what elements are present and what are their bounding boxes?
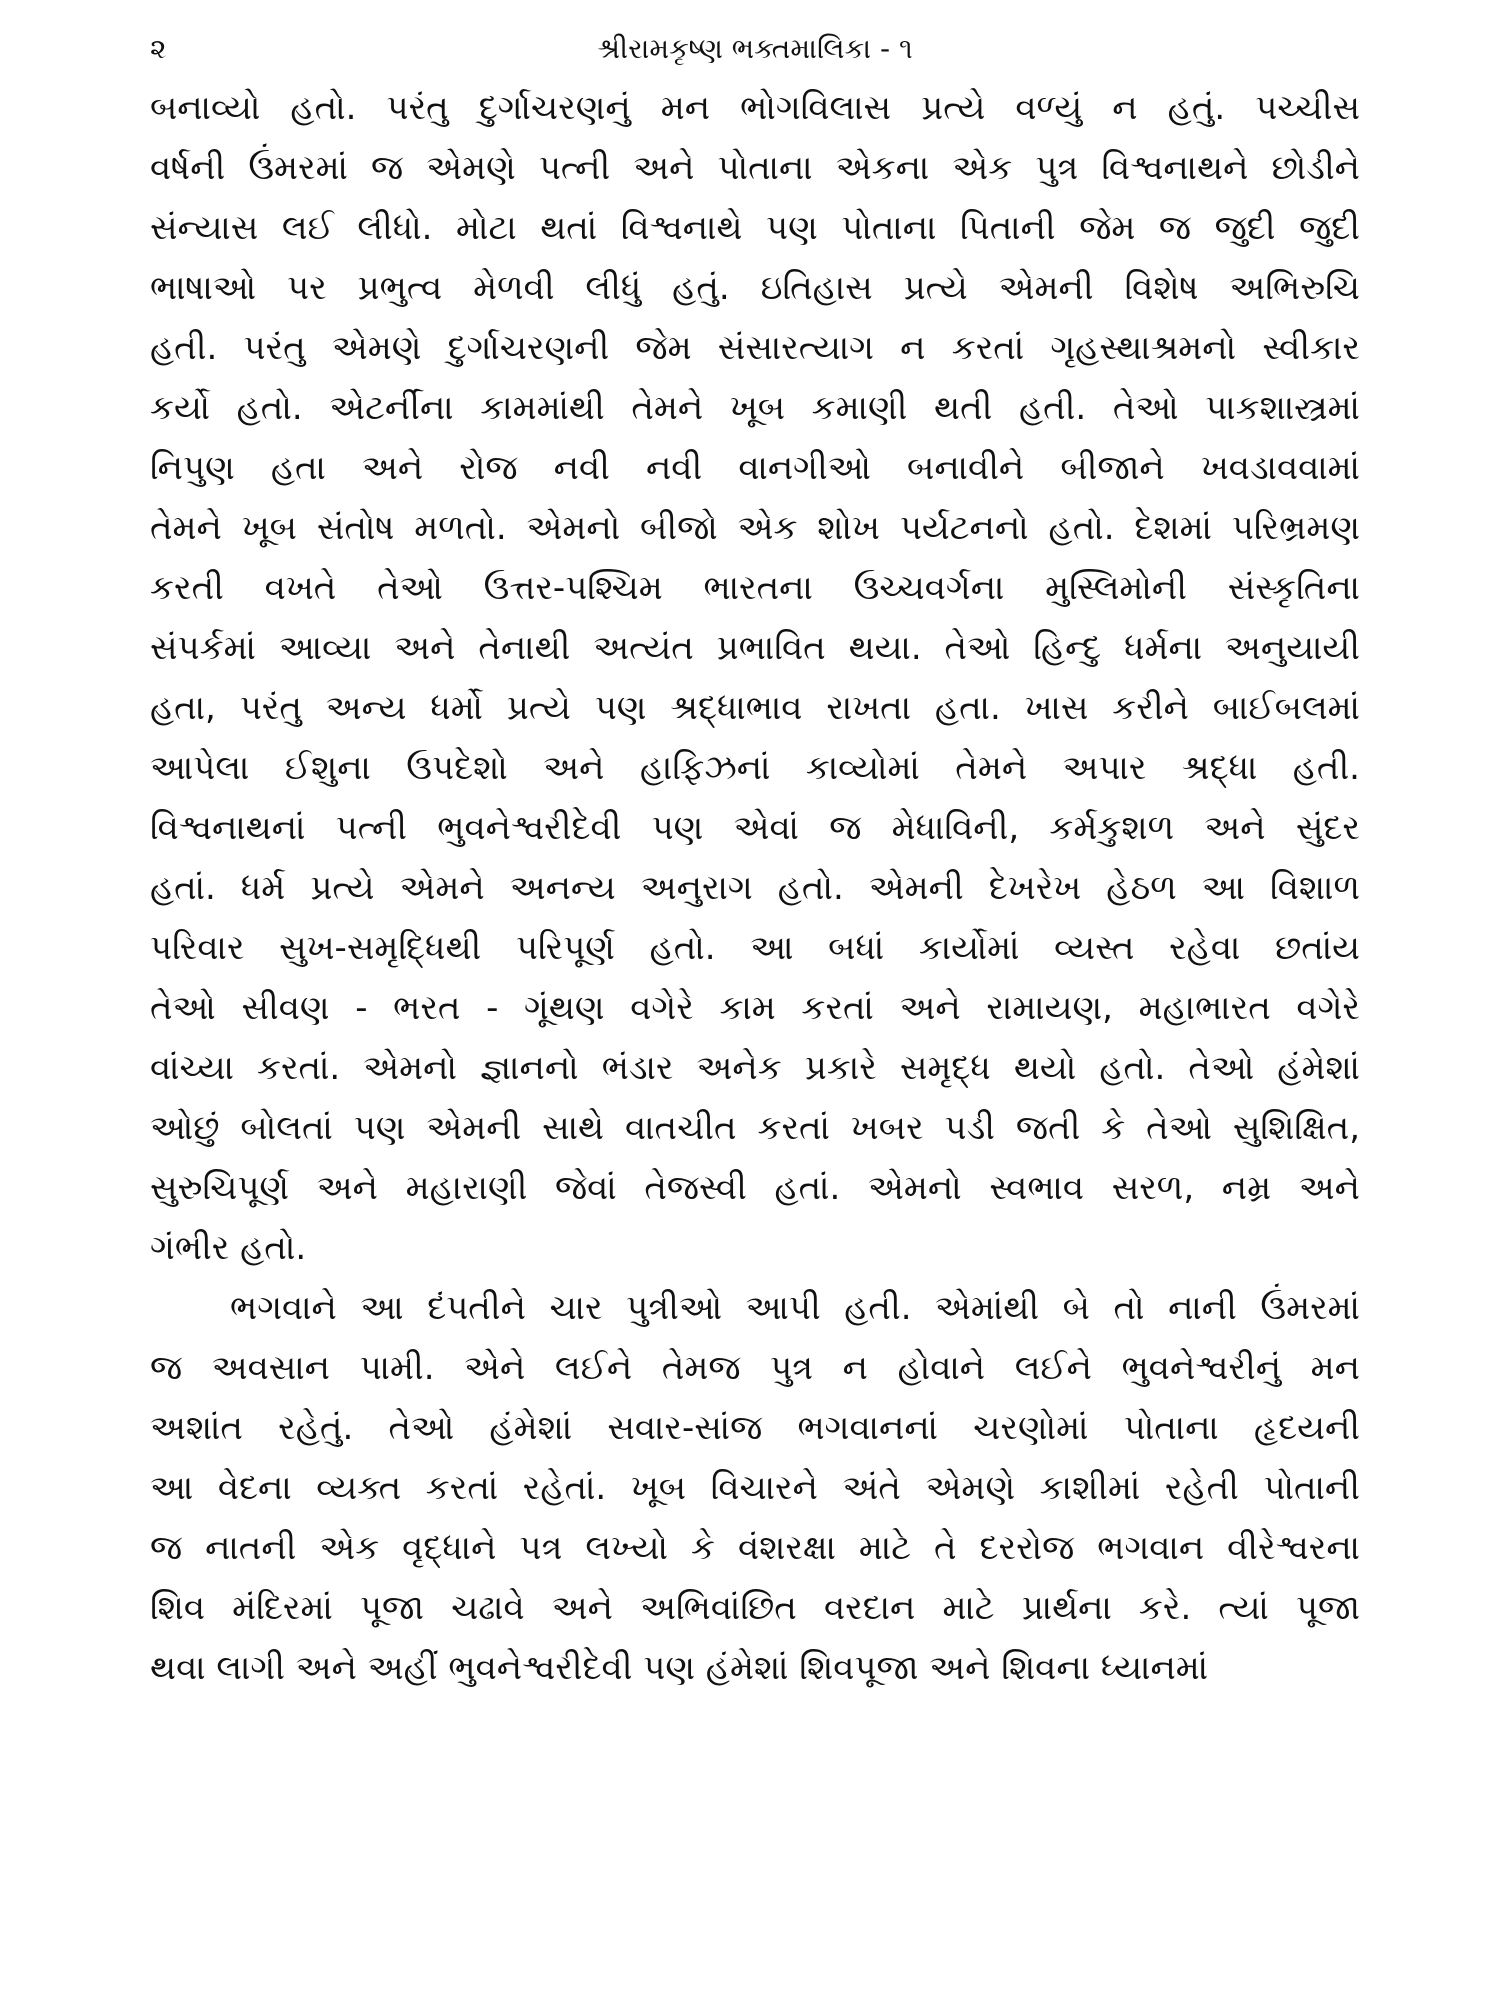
text-line: સંપર્કમાં આવ્યા અને તેનાથી અત્યંત પ્રભાવિત થયા. તેઓ હિન્દુ ધર્મના અનુયાયી xyxy=(150,628,1360,668)
text-line: વિશ્વનાથનાં પત્ની ભુવનેશ્વરીદેવી પણ એવાં જ મેધાવિની, કર્મકુશળ અને સુંદર xyxy=(150,808,1360,848)
text-line: ભાષાઓ પર પ્રભુત્વ મેળવી લીધું હતું. ઇતિહાસ પ્રત્યે એમની વિશેષ અભિરુચિ xyxy=(150,268,1360,308)
body-text xyxy=(150,78,1360,1698)
paragraph xyxy=(150,1278,1360,1698)
text-line: અશાંત રહેતું. તેઓ હંમેશાં સવાર-સાંજ ભગવાનનાં ચરણોમાં પોતાના હૃદયની xyxy=(150,1408,1360,1448)
text-line: તેમને ખૂબ સંતોષ મળતો. એમનો બીજો એક શોખ પર્યટનનો હતો. દેશમાં પરિભ્રમણ xyxy=(150,508,1360,548)
text-line: આ વેદના વ્યક્ત કરતાં રહેતાં. ખૂબ વિચારને અંતે એમણે કાશીમાં રહેતી પોતાની xyxy=(150,1468,1360,1508)
text-line: ઓછું બોલતાં પણ એમની સાથે વાતચીત કરતાં ખબર પડી જતી કે તેઓ સુશિક્ષિત, xyxy=(150,1108,1360,1148)
book-title: શ્રીરામકૃષ્ણ ભક્તમાલિકા - ૧ xyxy=(597,32,913,65)
text-line: બનાવ્યો હતો. પરંતુ દુર્ગાચરણનું મન ભોગવિલાસ પ્રત્યે વળ્યું ન હતું. પચ્ચીસ xyxy=(150,88,1360,128)
page-number: ૨ xyxy=(150,32,167,65)
text-line: હતી. પરંતુ એમણે દુર્ગાચરણની જેમ સંસારત્યાગ ન કરતાં ગૃહસ્થાશ્રમનો સ્વીકાર xyxy=(150,328,1360,368)
text-line: પરિવાર સુખ-સમૃદ્ધિથી પરિપૂર્ણ હતો. આ બધાં કાર્યોમાં વ્યસ્ત રહેવા છતાંય xyxy=(150,928,1360,968)
text-line: જ અવસાન પામી. એને લઈને તેમજ પુત્ર ન હોવાને લઈને ભુવનેશ્વરીનું મન xyxy=(150,1348,1360,1388)
text-line: હતા, પરંતુ અન્ય ધર્મો પ્રત્યે પણ શ્રદ્ધાભાવ રાખતા હતા. ખાસ કરીને બાઈબલમાં xyxy=(150,688,1360,728)
paragraph xyxy=(150,78,1360,1278)
running-header xyxy=(150,20,1360,78)
text-line: વાંચ્યા કરતાં. એમનો જ્ઞાનનો ભંડાર અનેક પ્રકારે સમૃદ્ધ થયો હતો. તેઓ હંમેશાં xyxy=(150,1048,1360,1088)
text-line: ભગવાને આ દંપતીને ચાર પુત્રીઓ આપી હતી. એમાંથી બે તો નાની ઉંમરમાં xyxy=(230,1288,1360,1328)
text-line: ગંભીર હતો. xyxy=(150,1228,307,1268)
text-line: તેઓ સીવણ - ભરત - ગૂંથણ વગેરે કામ કરતાં અને રામાયણ, મહાભારત વગેરે xyxy=(150,988,1360,1028)
text-line: આપેલા ઈશુના ઉપદેશો અને હાફિઝનાં કાવ્યોમાં તેમને અપાર શ્રદ્ધા હતી. xyxy=(150,748,1360,788)
text-line: સુરુચિપૂર્ણ અને મહારાણી જેવાં તેજસ્વી હતાં. એમનો સ્વભાવ સરળ, નમ્ર અને xyxy=(150,1168,1360,1208)
text-line: શિવ મંદિરમાં પૂજા ચઢાવે અને અભિવાંછિત વરદાન માટે પ્રાર્થના કરે. ત્યાં પૂજા xyxy=(150,1588,1360,1628)
text-line: કરતી વખતે તેઓ ઉત્તર-પશ્ચિમ ભારતના ઉચ્ચવર્ગના મુસ્લિમોની સંસ્કૃતિના xyxy=(150,568,1360,608)
text-line: જ નાતની એક વૃદ્ધાને પત્ર લખ્યો કે વંશરક્ષા માટે તે દરરોજ ભગવાન વીરેશ્વરના xyxy=(150,1528,1360,1568)
text-line: વર્ષની ઉંમરમાં જ એમણે પત્ની અને પોતાના એકના એક પુત્ર વિશ્વનાથને છોડીને xyxy=(150,148,1360,188)
text-line: નિપુણ હતા અને રોજ નવી નવી વાનગીઓ બનાવીને બીજાને ખવડાવવામાં xyxy=(150,448,1360,488)
text-line: હતાં. ધર્મ પ્રત્યે એમને અનન્ય અનુરાગ હતો. એમની દેખરેખ હેઠળ આ વિશાળ xyxy=(150,868,1360,908)
text-line: સંન્યાસ લઈ લીધો. મોટા થતાં વિશ્વનાથે પણ પોતાના પિતાની જેમ જ જુદી જુદી xyxy=(150,208,1360,248)
book-page xyxy=(150,20,1360,1980)
text-line: થવા લાગી અને અહીં ભુવનેશ્વરીદેવી પણ હંમેશાં શિવપૂજા અને શિવના ધ્યાનમાં xyxy=(150,1648,1209,1688)
text-line: કર્યો હતો. એટર્નીના કામમાંથી તેમને ખૂબ કમાણી થતી હતી. તેઓ પાકશાસ્ત્રમાં xyxy=(150,388,1360,428)
